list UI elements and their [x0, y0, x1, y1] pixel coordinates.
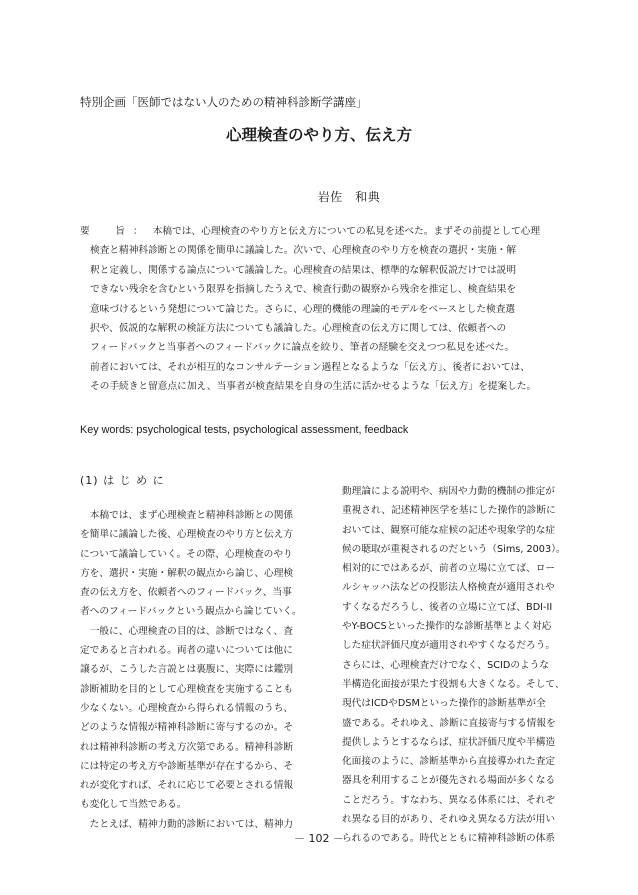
abstract-line: フィードバックと当事者へのフィードバックに論点を絞り、筆者の経験を交えつつ私見を述べた。: [90, 342, 515, 354]
body-line: 提供しようとするならば、症状評価尺度や半構造: [342, 736, 556, 748]
body-line: 譲るが、こうした言説とは裏腹に、実際には鑑別: [80, 664, 294, 676]
abstract-line: 前者においては、それが相互的なコンサルテーション過程となるような「伝え方」、後者においては、: [90, 361, 530, 373]
body-line: 定であると言われる。両者の違いについては他に: [80, 645, 293, 657]
body-line: 化面接のように、診断基準から直接導かれた査定: [342, 756, 556, 768]
body-line: 本稿では、まず心理検査と精神科診断との関係: [89, 510, 294, 521]
section-heading: (1) は じ め に: [80, 474, 165, 487]
left-column: [80, 470, 320, 834]
body-line: 候の聴取が重視されるのだという（Sims, 2003）。: [342, 543, 566, 555]
body-line: 現代はICDやDSMといった操作的診断基準が全: [342, 698, 546, 710]
abstract-line: 釈と定義し、関係する論点について議論した。心理検査の結果は、標準的な解釈仮説だけでは説明: [90, 264, 517, 276]
abstract: [80, 222, 570, 397]
body-line: ルシャッハ法などの投影法人格検査が適用されや: [342, 582, 555, 594]
body-line: について議論していく。その際、心理検査のやり: [80, 548, 293, 560]
body-line: 盛である。それゆえ、診断に直接寄与する情報を: [342, 717, 556, 729]
body-line: すくなるだろうし、後者の立場に立てば、BDI-II: [342, 601, 553, 613]
abstract-line: 検査と精神科診断との関係を簡単に議論した。次いで、心理検査のやり方を検査の選択・実施・解: [90, 245, 517, 257]
body-line: 少なくない。心理検査から得られる情報のうち、: [80, 702, 294, 714]
body-line: 重視され、記述精神医学を基にした操作的診断に: [342, 505, 556, 517]
body-line: 方を、選択・実施・解釈の観点から論じ、心理検: [80, 567, 294, 579]
body-line: には特定の考え方や診断基準が存在するから、そ: [80, 760, 294, 772]
body-line: 半構造化面接が果たす役割も大きくなる。そして、: [342, 678, 565, 690]
body-line: 相対的にではあるが、前者の立場に立てば、ロー: [342, 563, 556, 575]
body-line: れは精神科診断の考え方次第である。精神科診断: [80, 741, 294, 753]
body-line: 動理論による説明や、病因や力動的機制の推定が: [342, 486, 555, 497]
body-line: ことだろう。すなわち、異なる体系には、それぞ: [342, 794, 556, 806]
body-line: を簡単に議論した後、心理検査のやり方と伝え方: [80, 529, 294, 541]
author-name: 岩佐 和典: [317, 190, 381, 204]
body-line: 一般に、心理検査の目的は、診断ではなく、査: [89, 625, 293, 637]
abstract-line: その手続きと留意点に加え、当事者が検査結果を自身の生活に活かせるような「伝え方」を提案した。: [90, 381, 537, 393]
body-line: やY-BOCSといった操作的な診断基準とよく対応: [342, 621, 552, 633]
body-line: どのような情報が精神科診断に寄与するのか。そ: [80, 722, 294, 734]
body-line: 者へのフィードバックという観点から論じていく。: [80, 606, 302, 618]
abstract-line: 択や、仮説的な解釈の検証方法についても議論した。心理検査の伝え方に関しては、依頼者への: [90, 322, 507, 334]
body-line: 査の伝え方を、依頼者へのフィードバック、当事: [80, 587, 292, 599]
abstract-label: 要 旨：: [80, 226, 151, 237]
abstract-line: 意味づけるという発想について論じた。さらに、心理的機能の理論的モデルをベースとした検査選: [90, 303, 516, 315]
page-number: － 102 －: [294, 832, 344, 845]
body-line: れ異なる目的があり、それゆえ異なる方法が用い: [342, 814, 556, 826]
keywords: Key words: psychological tests, psychological assessment, feedback: [80, 424, 409, 436]
body-line: られるのである。時代とともに精神科診断の体系: [342, 833, 556, 845]
abstract-line: できない残余を含むという限界を指摘したうえで、検査行動の観察から残余を推定し、検査結果を: [90, 284, 517, 296]
article-title: 心理検査のやり方、伝え方: [225, 126, 412, 144]
body-line: した症状評価尺度が適用されやすくなるだろう。: [342, 640, 556, 652]
right-column: [342, 482, 582, 849]
body-line: も変化して当然である。: [80, 799, 187, 811]
body-line: さらには、心理検査だけでなく、SCIDのような: [342, 659, 550, 671]
series-title: 特別企画「医師ではない人のための精神科診断学講座」: [80, 95, 368, 109]
body-line: おいては、観察可能な症候の記述や現象学的な症: [342, 524, 556, 536]
body-line: れが変化すれば、それに応じて必要とされる情報: [80, 780, 294, 792]
body-line: 器具を利用することが優先される場面が多くなる: [342, 775, 556, 787]
body-line: たとえば、精神力動的診断においては、精神力: [89, 818, 294, 830]
body-line: 診断補助を目的として心理検査を実施することも: [80, 683, 294, 695]
abstract-line: 要 旨： 本稿では、心理検査のやり方と伝え方についての私見を述べた。まずその前提として心理: [80, 226, 541, 237]
